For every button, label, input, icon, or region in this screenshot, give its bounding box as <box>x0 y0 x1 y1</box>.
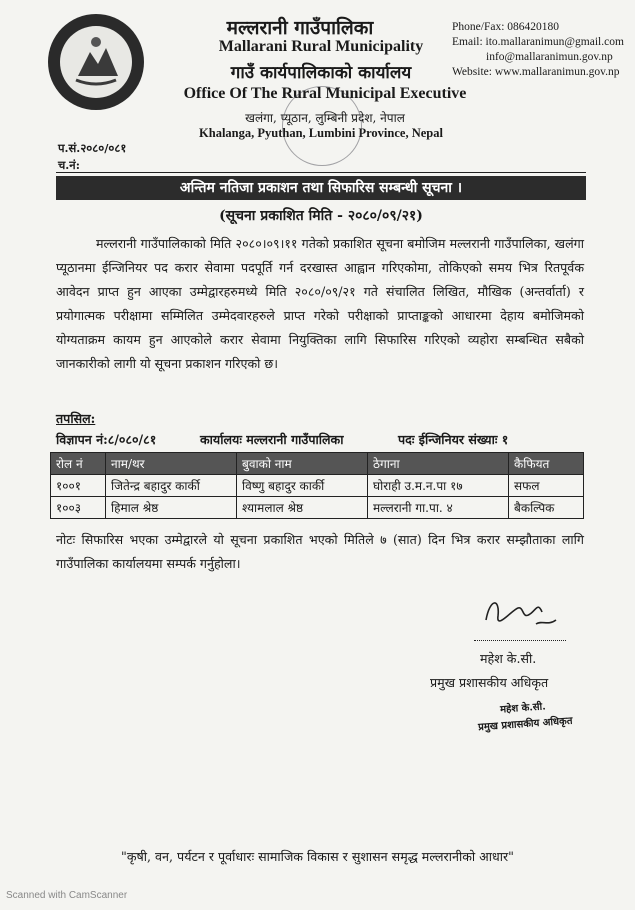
notice-note: नोटः सिफारिस भएका उम्मेद्वारले यो सूचना प्रकाशित भएको मितिले ७ (सात) दिन भित्र करार सम्झौताका लागि गाउँपालिका कार्यालयमा सम्पर्क गर्नुहोला। <box>56 532 584 571</box>
cell-father: श्यामलाल श्रेष्ठ <box>237 497 368 519</box>
email-line <box>452 35 624 50</box>
cell-roll: १००१ <box>51 475 106 497</box>
reference-number: प.सं.२०८०/०८१ <box>58 141 127 155</box>
municipality-name-en: Mallarani Rural Municipality <box>218 38 424 55</box>
table-header-row <box>51 453 584 475</box>
name-stamp: महेश के.सी. <box>499 701 547 716</box>
notice-title: अन्तिम नतिजा प्रकाशन तथा सिफारिस सम्बन्धी सूचना । <box>56 176 586 200</box>
post-label: पदः ईन्जिनियर संख्याः १ <box>398 432 509 447</box>
municipality-emblem <box>48 14 144 110</box>
email-secondary[interactable]: info@mallaranimun.gov.np <box>486 51 613 63</box>
table-row <box>51 497 584 519</box>
website[interactable]: Website: www.mallaranimun.gov.np <box>452 66 620 78</box>
address-en: Khalanga, Pyuthan, Lumbini Province, Nepal <box>199 126 443 140</box>
table-row <box>51 475 584 497</box>
footer-motto: "कृषी, वन, पर्यटन र पूर्वाधारः सामाजिक विकास र सुशासन समृद्ध मल्लरानीको आधार" <box>121 849 514 864</box>
phone-fax: Phone/Fax: 086420180 <box>452 21 560 33</box>
header-divider <box>56 172 586 173</box>
cell-address: मल्लरानी गा.पा. ४ <box>368 497 509 519</box>
results-table <box>50 452 584 519</box>
details-label: तपसिल: <box>56 411 96 426</box>
scanner-watermark: Scanned with CamScanner <box>6 890 128 901</box>
col-roll: रोल नं <box>51 453 106 475</box>
col-address: ठेगाना <box>368 453 509 475</box>
dispatch-number: च.नं: <box>58 158 80 172</box>
address-np: खलंगा, प्यूठान, लुम्बिनी प्रदेश, नेपाल <box>245 111 405 125</box>
office-name-en: Office Of The Rural Municipal Executive <box>183 85 467 102</box>
designation-stamp: प्रमुख प्रशासकीय अधिकृत <box>477 715 573 734</box>
municipality-name-np: मल्लरानी गाउँपालिका <box>226 17 374 39</box>
office-label: कार्यालयः मल्लरानी गाउँपालिका <box>200 432 344 447</box>
cell-roll: १००३ <box>51 497 106 519</box>
email-primary[interactable]: ito.mallaranimun@gmail.com <box>485 36 624 48</box>
cell-name: हिमाल श्रेष्ठ <box>106 497 237 519</box>
col-remarks: कैफियत <box>509 453 584 475</box>
cell-remarks: बैकल्पिक <box>509 497 584 519</box>
signature-line <box>474 640 566 641</box>
cell-name: जितेन्द्र बहादुर कार्की <box>106 475 237 497</box>
signatory-name: महेश के.सी. <box>480 651 537 666</box>
notice-date: (सूचना प्रकाशित मिति - २०८०/०९/२१) <box>219 208 423 224</box>
cell-address: घोराही उ.म.न.पा १७ <box>368 475 509 497</box>
office-name-np: गाउँ कार्यपालिकाको कार्यालय <box>230 63 412 83</box>
signatory-designation: प्रमुख प्रशासकीय अधिकृत <box>430 675 549 690</box>
vacancy-number: विज्ञापन नं:८/०८०/८१ <box>56 432 157 447</box>
cell-remarks: सफल <box>509 475 584 497</box>
contact-block <box>452 20 624 80</box>
handwritten-signature <box>478 590 568 640</box>
email-label: Email: <box>452 36 483 48</box>
cell-father: विष्णु बहादुर कार्की <box>237 475 368 497</box>
col-name: नाम/थर <box>106 453 237 475</box>
col-father: बुवाको नाम <box>237 453 368 475</box>
office-stamp <box>282 86 362 166</box>
notice-body: मल्लरानी गाउँपालिकाको मिति २०८०।०९।११ गतेको प्रकाशित सूचना बमोजिम मल्लरानी गाउँपालिका, खलंगा प्यूठानमा ईन्जिनियर पद करार सेवामा पदपूर्ति गर्न दरखास्त आह्वान गरिएकोमा, तोकिएको समय भित्र रितपूर्वक आवेदन प्राप्त हुन आएका उम्मेद्वारहरुमध्ये मिति २०८०/०९/२१ गते संचालित लिखित, मौखिक (अन्तर्वार्ता) र प्रयोगात्मक परीक्षामा सम्मिलित उम्मेदवारहरुले प्राप्त गरेको परीक्षाको प्राप्ताङ्कको आधारमा देहाय बमोजिमको योग्यताक्रम कायम हुन आएकोले करार सेवामा नियुक्तिका लागि सिफारिस गरिएको व्यहोरा सम्बन्धित सबैको जानकारीको लागी यो सूचना प्रकाशन गरिएको छ। <box>56 236 584 371</box>
